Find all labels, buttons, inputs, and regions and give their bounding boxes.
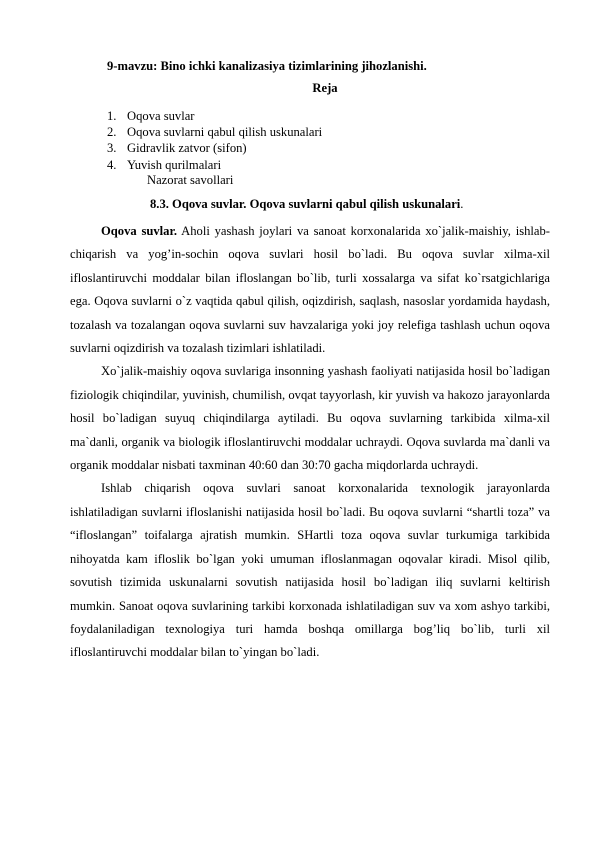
plan-heading: Reja [312,81,338,95]
plan-item-number: 1. [107,109,117,123]
plan-item [107,108,322,124]
section-title-period: . [460,197,464,211]
plan-item-number: 3. [107,141,117,156]
paragraph-industrial-wastewater: Ishlab chiqarish oqova suvlari sanoat korxonalarida texnologik jarayonlarda ishlatiladigan suvlarni ifloslanishi natijasida hosil bo`ladi. Bu oqova suvlarni “shartli toza” va “ifloslangan” toifalarga ajratish mumkin. SHartli toza oqova suvlar turkumiga tarkibida nihoyatda kam ifloslik bo`lgan yoki umuman ifloslanmagan oqovalar kiradi. Misol qilib, sovutish tizimida uskunalarni sovutish natijasida hosil bo`ladigan iliq suvlarni keltirish mumkin. Sanoat oqova suvlarining tarkibi korxonada ishlatiladigan suv va xom ashyo tarkibi, foydalaniladigan texnologiya turi hamda boshqa omillarga bog’liq bo`lib, turli xil ifloslantiruvchi moddalar bilan to`yingan bo`ladi. [70,481,550,660]
plan-item [107,157,322,173]
plan-item [107,124,322,140]
paragraph-household-wastewater: Xo`jalik-maishiy oqova suvlariga insonning yashash faoliyati natijasida hosil bo`ladigan fiziologik chiqindilar, yuvinish, chumilish, ovqat tayyorlash, kir yuvish va hakozo jarayonlarda hosil bo`ladigan suyuq chiqindilarga aytiladi. Bu oqova suvlarning tarkibida xilma-xil ma`danli, organik va biologik ifloslantiruvchi moddalar uchraydi. Oqova suvlarda ma`danli va organik moddalar nisbati taxminan 40:60 dan 30:70 gacha miqdorlarda uchraydi. [70,364,550,473]
section-title-text: 8.3. Oqova suvlar. Oqova suvlarni qabul qilish uskunalari [150,197,461,211]
plan-item-text: Oqova suvlarni qabul qilish uskunalari [127,125,323,140]
section-title [150,197,463,212]
paragraph-oqova-suvlar [70,220,550,360]
body-text [70,220,550,665]
plan-item-number: 4. [107,157,117,172]
plan-item-text: Oqova suvlar [127,109,195,123]
topic-title: 9-mavzu: Bino ichki kanalizasiya tizimlarining jihozlanishi. [107,59,427,73]
paragraph-lead-term: Oqova suvlar. [101,224,178,238]
plan-item-text: Yuvish qurilmalari [127,157,222,172]
plan-item-text: Gidravlik zatvor (sifon) [127,141,247,156]
control-questions-label: Nazorat savollari [147,173,234,187]
paragraph-body: Aholi yashash joylari va sanoat korxonalarida xo`jalik-maishiy, ishlab-chiqarish va yog’in-sochin oqova suvlari hosil bo`ladi. Bu oqova suvlar xilma-xil ifloslantiruvchi moddalar bilan ifloslangan bo`lib, turli xossalarga va sifat ko`rsatgichlariga ega. Oqova suvlarni o`z vaqtida qabul qilish, oqizdirish, saqlash, nasoslar yordamida haydash, tozalash va tozalangan oqova suvlarni suv havzalariga yoki joy relefiga tashlash uchun oqova suvlarni oqizdirish va tozalash tizimlari ishlatiladi. [70,224,550,356]
plan-item-number: 2. [107,125,117,140]
plan-list [107,108,322,173]
plan-item [107,140,322,156]
